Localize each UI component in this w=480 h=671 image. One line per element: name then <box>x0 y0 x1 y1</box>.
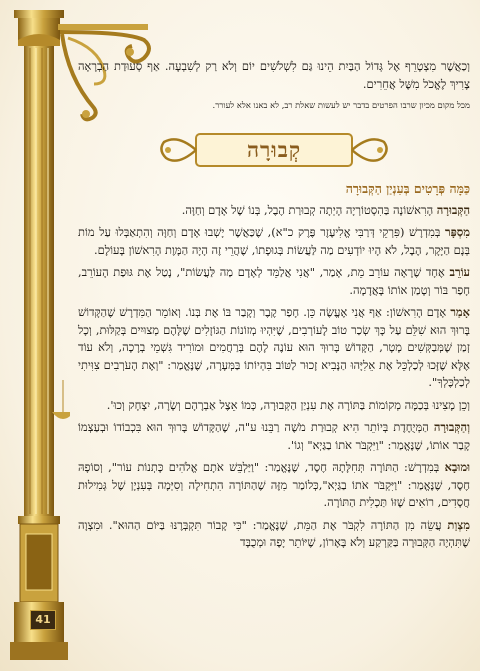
lead-word: אָמַר <box>450 305 470 319</box>
paragraph-8 <box>78 517 470 552</box>
paragraph-text: הָרִאשׁוֹנָה בַּהִסְטוֹרְיָה הָיְתָה קְבוּרַת הֶבֶל, בְּנוֹ שֶׁל אָדָם וְחַוָּה. <box>181 202 437 217</box>
paragraph-4 <box>78 304 470 392</box>
paragraph-3 <box>78 264 470 299</box>
lead-word: וְהַקְּבוּרָה <box>433 420 470 434</box>
paragraph-text: אָדָם הָרִאשׁוֹן: אַף אֲנִי אֶעֱשֶׂה כֵּן. חָפַר קֶבֶר וְקָבַר בּוֹ אֶת בְּנוֹ. וְאוֹמֵר הַמִּדְרָשׁ שֶׁהַקָּדוֹשׁ בָּרוּךְ הוּא שִׁלֵּם עַל כָּךְ שְׂכַר טוֹב לָעוֹרְבִים, שֶׁיִּהְיוּ מְזוֹנוֹת הַגּוֹזָלִים שֶׁלָּהֶם מְצוּיִים בְּקַלּוּת, וְכָל זְמַן שֶׁמְּבַקְּשִׁים מָטָר, הַקָּדוֹשׁ בָּרוּךְ הוּא עוֹנֶה לָהֶם בְּרַחֲמִים וּמוֹרִיד גִּשְׁמֵי בְרָכָה, וְלֹא עוֹד אֶלָּא שֶׁזָּכוּ לְכַלְכֵּל אֶת אֵלִיָּהוּ הַנָּבִיא זָכוּר לַטּוֹב בִּהְיוֹתוֹ בַּמְּעָרָה, שֶׁנֶּאֱמַר: "וְאֶת הָעֹרְבִים צִוִּיתִי לְכַלְכֶּלְךָ". <box>78 305 470 389</box>
intro-paragraph: וְכַאֲשֶׁר מִצְטָרֵף אֶל גְּדוֹל הַבַּיִת הֵינוּ גַּם לִשְׁלֹשִׁים יוֹם וְלֹא רַק לְשִׁבְעָה. אַף סְעוּדַת הַבְרָאָה צָרִיךְ לֶאֱכֹל מִשֶּׁל אֲחֵרִים. <box>78 59 470 91</box>
lead-word: מִסְפָּר <box>444 225 470 239</box>
paragraph-text: עֲשֵׂה מִן הַתּוֹרָה לִקְבֹּר אֶת הַמֵּת, שֶׁנֶּאֱמַר: "כִּי קָבוֹר תִּקְבְּרֶנּוּ בַּיּוֹם הַהוּא". וּמִצְוָה שֶׁתִּהְיֶה הַקְּבוּרָה בַּקַּרְקַע וְלֹא בָּאָרוֹן, שֶׁיּוֹתֵר יָפֶה וּמְכֻבָּד <box>78 517 470 549</box>
lead-word: וּמוּבָא <box>444 460 470 474</box>
lead-word: הַקְּבוּרָה <box>436 202 470 217</box>
lead-word: מִצְוַת <box>447 517 470 532</box>
lead-word: עוֹרֵב <box>449 265 470 279</box>
section-banner <box>78 128 470 172</box>
paragraph-6 <box>78 419 470 454</box>
paragraph-text: אֶחָד שֶׁרָאָה עוֹרֵב מֵת, אָמַר, "אֲנִי אֲלַמֵּד לְאָדָם מַה לַּעֲשׂוֹת", נָטַל אֶת גּוּפַת הָעוֹרֵב, חָפַר בּוֹר וְטָמַן אוֹתוֹ בָּאֲדָמָה. <box>78 265 470 297</box>
paragraph-text: בְּמִדְרָשׁ: הַתּוֹרָה תְּחִלָּתָהּ חֶסֶד, שֶׁנֶּאֱמַר: "וַיַּלְבֵּשׁ אֹתָם אֱלֹהִים כָּתְנוֹת עוֹר", וְסוֹפָהּ חֶסֶד, שֶׁנֶּאֱמַר: "וַיִּקְבֹּר אֹתוֹ בַגַּיְא",כְּלוֹמַר מִזֶּה שֶׁהַתּוֹרָה הִתְחִילָה וְסִיְּמָה בְּעִנְיָן שֶׁל גְּמִילוּת חֲסָדִים, רוֹאִים שֶׁזּוֹ תַּכְלִית הַתּוֹרָה. <box>78 460 470 509</box>
paragraph-text: הַמְּיֻחֶדֶת בְּיוֹתֵר הִיא קְבוּרַת מֹשֶׁה רַבֵּנוּ ע"ה, שֶׁהַקָּדוֹשׁ בָּרוּךְ הוּא בִּכְבוֹדוֹ וּבְעַצְמוֹ קָבַר אוֹתוֹ, שֶׁנֶּאֱמַר: "וַיִּקְבֹּר אֹתוֹ בַגַּיְא" וְגוֹ'. <box>78 420 470 452</box>
main-text <box>78 58 470 557</box>
paragraph-text: וְכֵן מָצִינוּ בְּכַמָּה מְקוֹמוֹת בַּתּוֹרָה אֶת עִנְיַן הַקְּבוּרָה, כְּמוֹ אֵצֶל אַבְרָהָם וְשָׂרָה, יִצְחָק וְכוּ'. <box>106 397 470 412</box>
paragraph-1 <box>78 202 470 220</box>
paragraph-text: בְּמִדְרָשׁ (פִּרְקֵי דְּרַבִּי אֱלִיעֶזֶר פֶּרֶק כ"א), שֶׁכַּאֲשֶׁר יָשְׁבוּ אָדָם וְחַוָּה וְהִתְאַבְּלוּ עַל מוֹת בְּנָם הַיָּקָר, הֶבֶל, לֹא הָיוּ יוֹדְעִים מַה לַּעֲשׂוֹת בְּגוּפָתוֹ, שֶׁהֲרֵי זֶה הָיָה הַמָּוֶת הָרִאשׁוֹן בָּעוֹלָם. <box>78 225 470 257</box>
paragraph-7 <box>78 459 470 512</box>
footnote: מכל מקום מכיון שרבו הפרטים בדבר יש לעשות שאלת רב, לא באנו אלא לעורר. <box>212 100 470 110</box>
section-subtitle: כַּמָּה פְּרָטִים בְּעִנְיַן הַקְּבוּרָה <box>345 181 470 196</box>
paragraph-2 <box>78 224 470 259</box>
section-title: קְבוּרָה <box>246 137 302 163</box>
page-number: 41 <box>30 610 56 630</box>
paragraph-5 <box>78 397 470 415</box>
